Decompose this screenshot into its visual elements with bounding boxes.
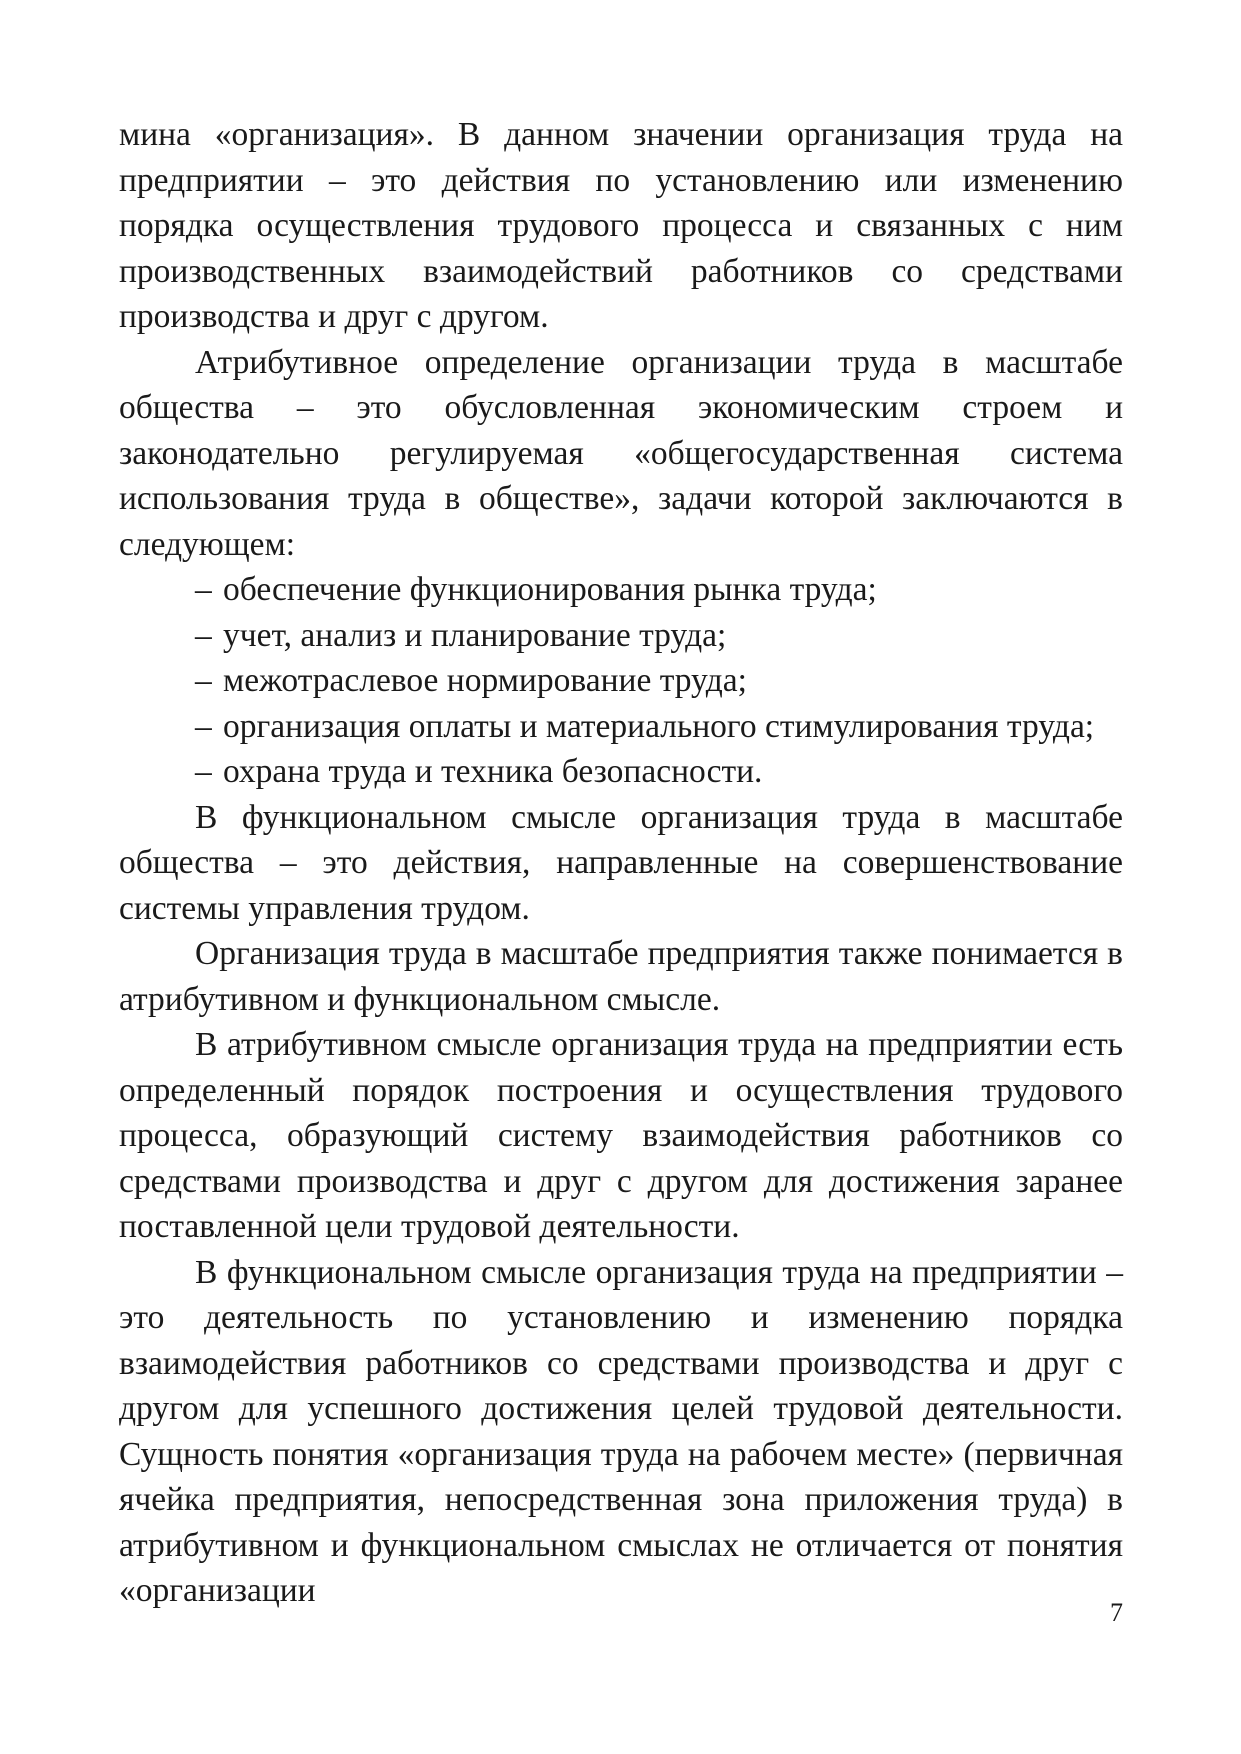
list-item — [119, 613, 1123, 659]
paragraph-functional-enterprise: В функциональном смысле организация труда на предприятии – это деятельность по установлению и изменению порядка взаимодействия работников со средствами производства и друг с другом для успешного достижения целей трудовой деятельности. Сущность понятия «организация труда на рабочем месте» (первичная ячейка предприятия, непосредственная зона приложения труда) в атрибутивном и функциональном смыслах не отличается от понятия «организации — [119, 1253, 1123, 1609]
paragraph-enterprise-scale: Организация труда в масштабе предприятия также понимается в атрибутивном и функциональном смысле. — [119, 935, 1123, 1018]
dash-marker: – — [195, 662, 212, 699]
list-item-text: охрана труда и техника безопасности. — [223, 753, 763, 790]
paragraph-attributive-definition: Атрибутивное определение организации труда в масштабе общества – это обусловленная экономическим строем и законодательно регулируемая «общегосударственная система использования труда в обществе», задачи которой заключаются в следующем: — [119, 343, 1123, 563]
list-item-text: межотраслевое нормирование труда; — [223, 662, 747, 699]
paragraph-continuation: мина «организация». В данном значении организация труда на предприятии – это действия по установлению или изменению порядка осуществления трудового процесса и связанных с ним производственных взаимодействий работников со средствами производства и друг с другом. — [119, 116, 1123, 335]
list-item-text: учет, анализ и планирование труда; — [223, 616, 727, 654]
page-body — [119, 112, 1123, 1614]
dash-marker: – — [195, 707, 212, 745]
dash-marker: – — [195, 571, 212, 608]
dash-marker: – — [195, 753, 212, 790]
tasks-list — [119, 567, 1123, 795]
list-item — [119, 658, 1123, 704]
page-number: 7 — [1110, 1598, 1123, 1627]
list-item-text: организация оплаты и материального стимулирования труда; — [223, 707, 1095, 745]
paragraph-attributive-enterprise: В атрибутивном смысле организация труда на предприятии есть определенный порядок построения и осуществления трудового процесса, образующий систему взаимодействия работников со средствами производства и друг с другом для достижения заранее поставленной цели трудовой деятельности. — [119, 1026, 1123, 1245]
list-item — [119, 704, 1123, 750]
list-item — [119, 567, 1123, 613]
paragraph-functional-society: В функциональном смысле организация труда в масштабе общества – это действия, направленные на совершенствование системы управления трудом. — [119, 798, 1123, 927]
dash-marker: – — [195, 616, 212, 654]
list-item — [119, 749, 1123, 795]
list-item-text: обеспечение функционирования рынка труда; — [223, 571, 877, 608]
